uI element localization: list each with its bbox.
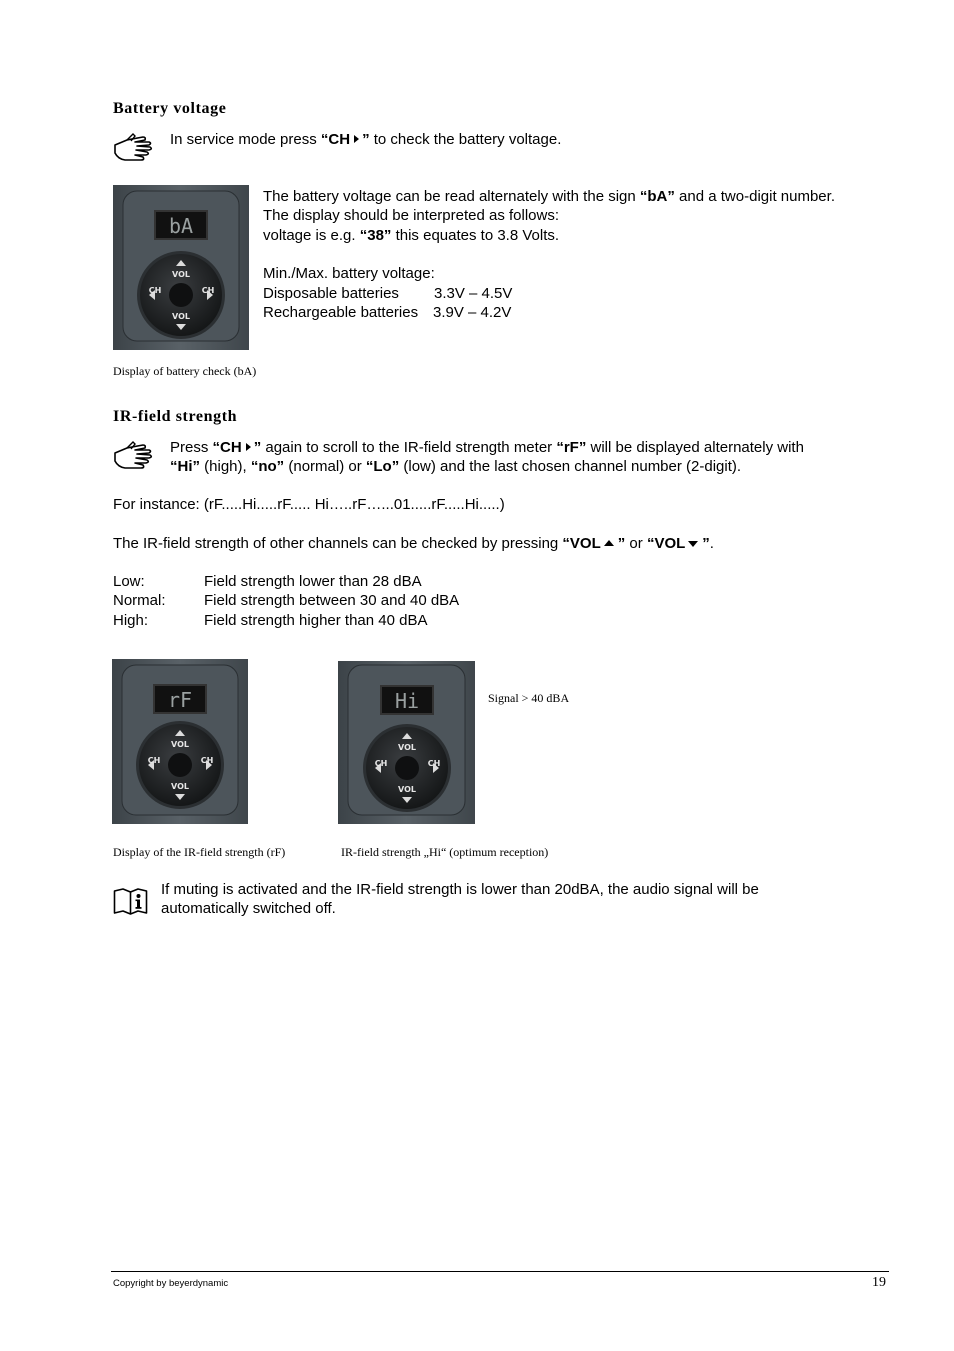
signal-note: Signal > 40 dBA [488,691,570,705]
arrow-right-icon [354,135,359,143]
page-number: 19 [872,1275,886,1290]
arrow-up-icon [604,540,614,546]
note-line1: If muting is activated and the IR-field strength is lower than 20dBA, the audio signal will be [161,881,759,898]
ir-heading: IR-field strength [113,408,238,425]
battery-desc-line3: voltage is e.g. “38” this equates to 3.8 Volts. [263,227,560,244]
hand-pointer-icon [113,439,155,471]
ir-instruction-line2: “Hi” (high), “no” (normal) or “Lo” (low) and the last chosen channel number (2-digit). [170,458,742,475]
battery-minmax-title: Min./Max. battery voltage: [263,265,435,282]
footer-copyright: Copyright by beyerdynamic [113,1278,229,1289]
vol-up-label: VOL [172,270,190,279]
note-line2: automatically switched off. [161,900,336,917]
ir-other-channels: The IR-field strength of other channels can be checked by pressing “VOL ” or “VOL ”. [113,535,714,552]
ir-instruction-line1: Press “CH ” again to scroll to the IR-field strength meter “rF” will be displayed alternately with [170,439,804,456]
level-row-low: Low: Field strength lower than 28 dBA [113,573,422,590]
battery-disposable-value: 3.3V – 4.5V [434,285,513,302]
hi-lcd-text: Hi [394,689,420,713]
rf-lcd-text: rF [167,688,193,712]
battery-lcd-text: bA [168,214,194,238]
battery-rechargeable-label: Rechargeable batteries [263,304,419,321]
caption-hi: IR-field strength „Hi“ (optimum reception) [341,845,549,859]
battery-desc-line1: The battery voltage can be read alternately with the sign “bA” and a two-digit number. [263,188,835,205]
ch-right-label: CH [201,286,215,295]
vol-down-label: VOL [171,782,189,791]
battery-heading: Battery voltage [113,100,227,117]
ch-right-label: CH [200,756,214,765]
ch-left-label: CH [148,286,162,295]
battery-disposable-label: Disposable batteries [263,285,399,302]
device-photo-battery [113,185,249,350]
battery-desc-line2: The display should be interpreted as follows: [263,207,560,224]
ch-right-label: CH [427,759,441,768]
vol-up-label: VOL [398,743,416,752]
arrow-down-icon [688,541,698,547]
ch-left-label: CH [374,759,388,768]
battery-instruction: In service mode press “CH ” to check the battery voltage. [170,131,562,148]
hand-pointer-icon [113,131,155,163]
device-photo-rf [112,659,248,824]
vol-up-label: VOL [171,740,189,749]
vol-down-label: VOL [398,785,416,794]
battery-caption: Display of battery check (bA) [113,364,257,378]
info-book-icon [113,887,148,915]
arrow-right-icon [246,443,251,451]
level-row-high: High: Field strength higher than 40 dBA [113,612,428,629]
ch-left-label: CH [147,756,161,765]
device-photo-hi [338,661,475,824]
level-row-normal: Normal: Field strength between 30 and 40 dBA [113,592,460,609]
vol-down-label: VOL [172,312,190,321]
ir-instance-example: For instance: (rF.....Hi.....rF..... Hi…..rF…...01.....rF.....Hi.....) [113,496,505,513]
footer-divider [111,1271,889,1272]
battery-rechargeable-value: 3.9V – 4.2V [433,304,512,321]
caption-rf: Display of the IR-field strength (rF) [113,845,286,859]
